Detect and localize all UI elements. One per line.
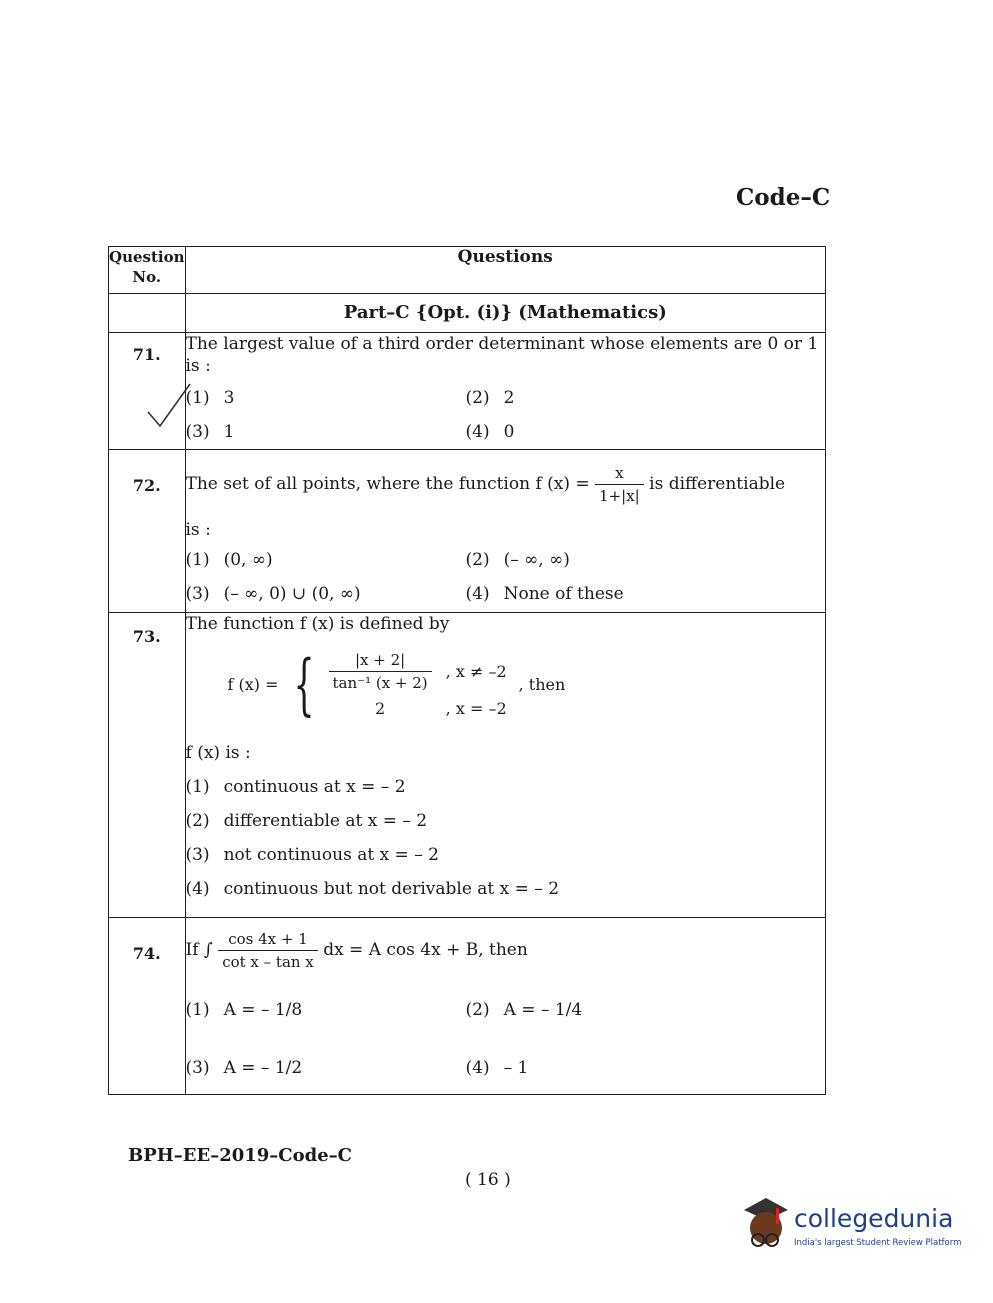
question-text: The largest value of a third order determinant whose elements are 0 or 1 is :	[185, 334, 819, 376]
option-2: (2) 2	[465, 388, 515, 408]
question-number: 73.	[109, 613, 186, 918]
option-3: (3) 1	[185, 422, 235, 442]
option-2: (2) A = – 1/4	[465, 1000, 583, 1020]
question-number: 74.	[109, 918, 186, 1095]
question-text: The function f (x) is defined by	[185, 614, 450, 634]
question-text: The set of all points, where the function f (x) = $\frac{x}{1+|x|}$ is differentiable	[185, 464, 786, 505]
option-2: (2) differentiable at x = – 2	[185, 811, 428, 831]
fraction: $\frac{x}{1+|x|}$	[595, 462, 644, 507]
question-number: 72.	[109, 450, 186, 613]
option-4: (4) 0	[465, 422, 515, 442]
option-4: (4) – 1	[465, 1058, 529, 1078]
header-question-no: Question No.	[109, 247, 186, 294]
question-71	[109, 333, 826, 450]
option-1: (1) 3	[185, 388, 235, 408]
option-3: (3) (– ∞, 0) ∪ (0, ∞)	[185, 584, 361, 604]
header-questions: Questions	[185, 247, 826, 294]
question-73: 73. The function f (x) is defined by f (x) = { $\frac{|x + 2|}{\text{tan⁻¹ (x + 2)}}$ , x ≠ –2 2 , x = –2 , then f (x) is : (1) continuous at x = – 2 (2) differentiable at x = – 2 (3) not continuous at x = – 2 (4) continuous but not derivable at x = – 2	[109, 613, 826, 918]
footer-code: BPH–EE–2019–Code–C	[128, 1145, 352, 1166]
question-number: 71.	[109, 333, 186, 450]
collegedunia-logo: collegedunia India's largest Student Review Platform	[736, 1196, 966, 1256]
question-72: 72. The set of all points, where the function f (x) = $\frac{x}{1+|x|}$ is differentiable is : (1) (0, ∞) (2) (– ∞, ∞) (3) (– ∞, 0) ∪ (0, ∞) (4) None of these	[109, 450, 826, 613]
fraction: $\frac{\cos 4x + 1}{\text{cot x – tan x}}$	[218, 928, 318, 973]
option-1: (1) A = – 1/8	[185, 1000, 303, 1020]
part-title: Part–C {Opt. (i)} (Mathematics)	[185, 294, 826, 333]
question-table	[108, 246, 826, 1095]
question-74	[109, 918, 826, 1095]
piecewise-function: f (x) = { $\frac{|x + 2|}{\text{tan⁻¹ (x + 2)}}$ , x ≠ –2 2 , x = –2 , then	[227, 645, 566, 723]
option-4: (4) None of these	[465, 584, 624, 604]
option-4: (4) continuous but not derivable at x = – 2	[185, 879, 560, 899]
option-1: (1) continuous at x = – 2	[185, 777, 406, 797]
paper-code: Code–C	[736, 184, 831, 211]
option-3: (3) A = – 1/2	[185, 1058, 303, 1078]
page-number: ( 16 )	[465, 1170, 511, 1190]
mascot-icon	[736, 1196, 792, 1256]
option-3: (3) not continuous at x = – 2	[185, 845, 439, 865]
option-2: (2) (– ∞, ∞)	[465, 550, 570, 570]
option-1: (1) (0, ∞)	[185, 550, 273, 570]
question-text: If ∫ $\frac{\cos 4x + 1}{\text{cot x – tan x}}$ dx = A cos 4x + B, then	[185, 930, 528, 971]
